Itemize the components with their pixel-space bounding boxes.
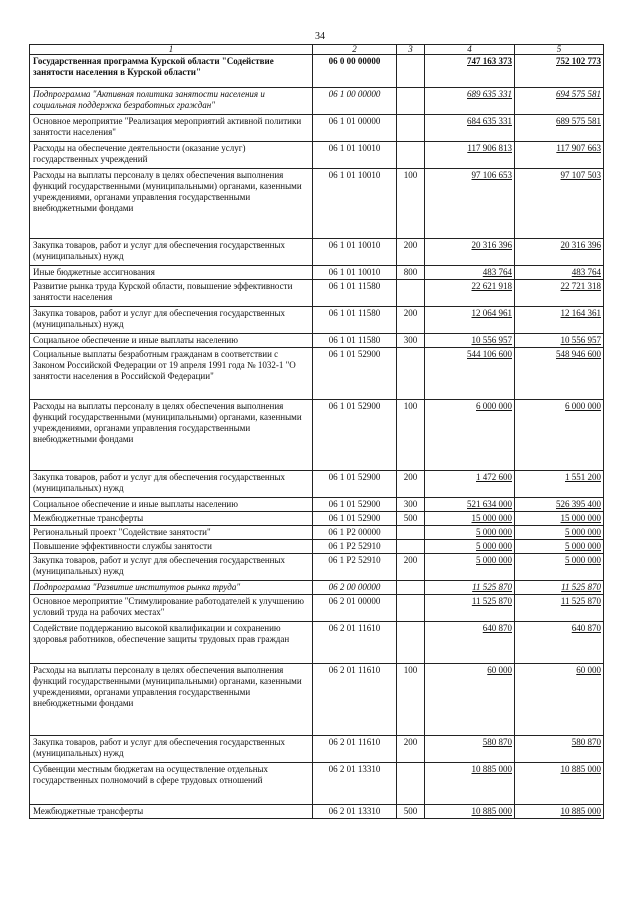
row-code: 06 1 01 11580 [313,307,397,334]
row-name: Межбюджетные трансферты [30,512,313,526]
table-row [30,239,604,266]
row-amount-year-2: 580 870 [515,736,604,763]
row-expense-type [397,88,425,115]
table-row [30,169,604,239]
header-col-1: 1 [30,45,313,55]
row-name: Закупка товаров, работ и услуг для обеспечения государственных (муниципальных) нужд [30,307,313,334]
row-amount-year-1: 684 635 331 [425,115,515,142]
header-col-2: 2 [313,45,397,55]
row-amount-year-2: 6 000 000 [515,400,604,471]
table-row [30,581,604,595]
row-amount-year-1: 747 163 373 [425,55,515,88]
row-amount-year-2: 640 870 [515,622,604,664]
row-amount-year-1: 12 064 961 [425,307,515,334]
row-amount-year-2: 548 946 600 [515,348,604,400]
row-amount-year-2: 5 000 000 [515,540,604,554]
row-name: Социальные выплаты безработным гражданам в соответствии с Законом Российской Федерации от 19 апреля 1991 года № 1032-1 "О занятости населения в Российской Федерации" [30,348,313,400]
row-code: 06 1 P2 52910 [313,554,397,581]
row-expense-type [397,280,425,307]
row-expense-type: 200 [397,554,425,581]
row-code: 06 1 01 00000 [313,115,397,142]
row-amount-year-2: 11 525 870 [515,581,604,595]
row-expense-type: 300 [397,334,425,348]
row-expense-type [397,348,425,400]
row-expense-type: 200 [397,239,425,266]
row-amount-year-2: 20 316 396 [515,239,604,266]
row-code: 06 1 01 11580 [313,334,397,348]
table-row [30,471,604,498]
row-name: Субвенции местным бюджетам на осуществление отдельных государственных полномочий в сфере трудовых отношений [30,763,313,805]
row-amount-year-1: 521 634 000 [425,498,515,512]
row-name: Подпрограмма "Развитие институтов рынка труда" [30,581,313,595]
row-amount-year-1: 544 106 600 [425,348,515,400]
row-amount-year-1: 640 870 [425,622,515,664]
table-row [30,334,604,348]
row-amount-year-1: 5 000 000 [425,540,515,554]
row-amount-year-2: 752 102 773 [515,55,604,88]
row-code: 06 2 01 11610 [313,664,397,736]
row-amount-year-1: 11 525 870 [425,595,515,622]
row-expense-type: 100 [397,664,425,736]
table-row [30,266,604,280]
row-name: Расходы на выплаты персоналу в целях обеспечения выполнения функций государственными (муниципальными) органами, казенными учреждениями, органами управления государственными внебюджетными фондами [30,400,313,471]
header-col-4: 4 [425,45,515,55]
row-code: 06 1 01 52900 [313,471,397,498]
header-col-3: 3 [397,45,425,55]
row-amount-year-2: 5 000 000 [515,526,604,540]
row-amount-year-1: 1 472 600 [425,471,515,498]
row-amount-year-2: 5 000 000 [515,554,604,581]
row-expense-type [397,526,425,540]
header-col-5: 5 [515,45,604,55]
row-expense-type: 100 [397,400,425,471]
row-amount-year-2: 10 885 000 [515,805,604,819]
table-row [30,280,604,307]
row-name: Повышение эффективности службы занятости [30,540,313,554]
row-amount-year-1: 5 000 000 [425,526,515,540]
row-code: 06 1 P2 00000 [313,526,397,540]
row-expense-type [397,540,425,554]
row-amount-year-2: 526 395 400 [515,498,604,512]
row-amount-year-2: 12 164 361 [515,307,604,334]
table-row [30,595,604,622]
table-row [30,736,604,763]
row-code: 06 1 01 52900 [313,348,397,400]
row-code: 06 1 01 52900 [313,498,397,512]
row-amount-year-2: 117 907 663 [515,142,604,169]
row-code: 06 1 01 10010 [313,169,397,239]
row-name: Межбюджетные трансферты [30,805,313,819]
row-code: 06 2 01 11610 [313,622,397,664]
row-amount-year-2: 22 721 318 [515,280,604,307]
row-expense-type [397,55,425,88]
table-row [30,554,604,581]
budget-table [29,44,604,819]
table-body [30,55,604,819]
row-amount-year-1: 6 000 000 [425,400,515,471]
row-code: 06 1 00 00000 [313,88,397,115]
row-name: Социальное обеспечение и иные выплаты населению [30,498,313,512]
row-name: Государственная программа Курской области "Содействие занятости населения в Курской области" [30,55,313,88]
row-name: Закупка товаров, работ и услуг для обеспечения государственных (муниципальных) нужд [30,471,313,498]
row-amount-year-2: 1 551 200 [515,471,604,498]
row-expense-type [397,115,425,142]
row-code: 06 1 01 11580 [313,280,397,307]
row-amount-year-1: 10 556 957 [425,334,515,348]
row-name: Закупка товаров, работ и услуг для обеспечения государственных (муниципальных) нужд [30,554,313,581]
row-name: Закупка товаров, работ и услуг для обеспечения государственных (муниципальных) нужд [30,239,313,266]
row-name: Содействие поддержанию высокой квалификации и сохранению здоровья работников, обеспечение защиты трудовых прав граждан [30,622,313,664]
row-amount-year-2: 689 575 581 [515,115,604,142]
row-amount-year-2: 10 885 000 [515,763,604,805]
table-row [30,55,604,88]
row-amount-year-1: 10 885 000 [425,805,515,819]
row-expense-type: 500 [397,512,425,526]
row-code: 06 1 01 10010 [313,266,397,280]
row-amount-year-1: 483 764 [425,266,515,280]
row-expense-type [397,595,425,622]
row-name: Расходы на обеспечение деятельности (оказание услуг) государственных учреждений [30,142,313,169]
row-expense-type [397,581,425,595]
row-expense-type: 200 [397,736,425,763]
row-code: 06 2 01 13310 [313,763,397,805]
header-row [30,45,604,55]
page-number: 34 [315,31,325,42]
row-amount-year-1: 11 525 870 [425,581,515,595]
row-expense-type: 100 [397,169,425,239]
row-expense-type [397,622,425,664]
row-amount-year-2: 60 000 [515,664,604,736]
table-row [30,805,604,819]
row-name: Подпрограмма "Активная политика занятости населения и социальная поддержка безработных граждан" [30,88,313,115]
row-amount-year-2: 15 000 000 [515,512,604,526]
row-name: Социальное обеспечение и иные выплаты населению [30,334,313,348]
row-expense-type: 200 [397,307,425,334]
row-expense-type [397,142,425,169]
row-code: 06 0 00 00000 [313,55,397,88]
row-amount-year-1: 117 906 813 [425,142,515,169]
row-amount-year-1: 15 000 000 [425,512,515,526]
row-amount-year-1: 60 000 [425,664,515,736]
table-row [30,622,604,664]
row-code: 06 2 01 13310 [313,805,397,819]
table-row [30,348,604,400]
table-row [30,540,604,554]
table-row [30,763,604,805]
row-name: Расходы на выплаты персоналу в целях обеспечения выполнения функций государственными (муниципальными) органами, казенными учреждениями, органами управления государственными внебюджетными фондами [30,169,313,239]
table-row [30,88,604,115]
table-row [30,142,604,169]
row-name: Развитие рынка труда Курской области, повышение эффективности занятости населения [30,280,313,307]
row-amount-year-1: 20 316 396 [425,239,515,266]
row-amount-year-2: 10 556 957 [515,334,604,348]
row-amount-year-1: 22 621 918 [425,280,515,307]
row-expense-type: 800 [397,266,425,280]
row-name: Иные бюджетные ассигнования [30,266,313,280]
row-amount-year-2: 11 525 870 [515,595,604,622]
row-code: 06 1 01 10010 [313,142,397,169]
row-code: 06 1 P2 52910 [313,540,397,554]
row-name: Основное мероприятие "Стимулирование работодателей к улучшению условий труда на рабочих местах" [30,595,313,622]
row-code: 06 2 01 11610 [313,736,397,763]
table-row [30,664,604,736]
row-expense-type: 200 [397,471,425,498]
row-expense-type: 300 [397,498,425,512]
row-name: Региональный проект "Содействие занятости" [30,526,313,540]
row-amount-year-1: 5 000 000 [425,554,515,581]
row-expense-type: 500 [397,805,425,819]
table-row [30,400,604,471]
table-row [30,512,604,526]
row-code: 06 1 01 52900 [313,400,397,471]
table-row [30,526,604,540]
table-row [30,307,604,334]
row-amount-year-2: 97 107 503 [515,169,604,239]
table-row [30,115,604,142]
row-name: Расходы на выплаты персоналу в целях обеспечения выполнения функций государственными (муниципальными) органами, казенными учреждениями, органами управления государственными внебюджетными фондами [30,664,313,736]
row-amount-year-1: 689 635 331 [425,88,515,115]
row-code: 06 1 01 52900 [313,512,397,526]
row-amount-year-2: 483 764 [515,266,604,280]
row-expense-type [397,763,425,805]
row-amount-year-2: 694 575 581 [515,88,604,115]
row-name: Закупка товаров, работ и услуг для обеспечения государственных (муниципальных) нужд [30,736,313,763]
row-code: 06 2 01 00000 [313,595,397,622]
row-amount-year-1: 580 870 [425,736,515,763]
row-amount-year-1: 97 106 653 [425,169,515,239]
row-name: Основное мероприятие "Реализация мероприятий активной политики занятости населения" [30,115,313,142]
row-code: 06 1 01 10010 [313,239,397,266]
table-row [30,498,604,512]
row-code: 06 2 00 00000 [313,581,397,595]
row-amount-year-1: 10 885 000 [425,763,515,805]
